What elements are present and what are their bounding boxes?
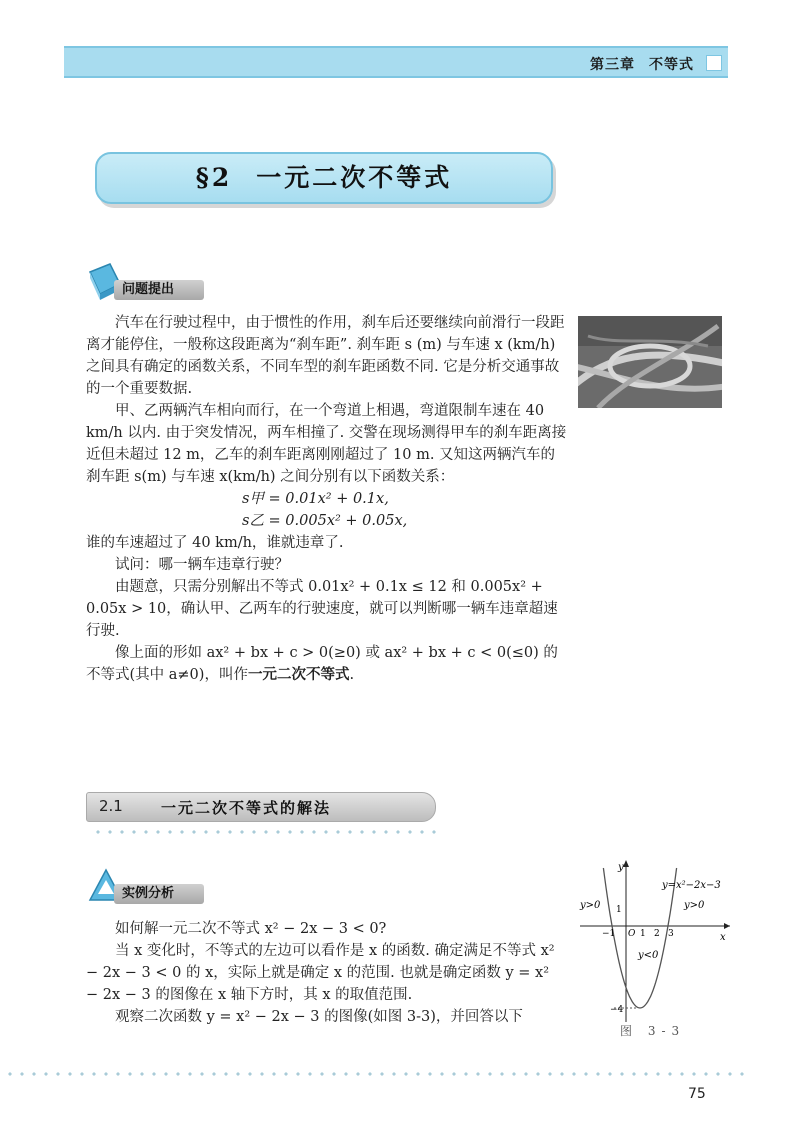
- highway-photo: [578, 316, 722, 408]
- parabola-graph: [574, 856, 734, 1026]
- subsection-dot-divider: [92, 830, 438, 834]
- tick-y-1: 1: [616, 905, 622, 915]
- figure-caption: 图 3-3: [620, 1024, 686, 1038]
- formula-yi: s乙 = 0.005x² + 0.05x,: [242, 513, 408, 529]
- left-positive-label: y>0: [580, 900, 601, 911]
- negative-label: y<0: [638, 950, 659, 961]
- intro-paragraph-5: 由题意，只需分别解出不等式 0.01x² + 0.1x ≤ 12 和 0.005x² + 0.05x > 10，确认甲、乙两车的行驶速度，就可以判断哪一辆车违章超速行驶.: [86, 579, 558, 639]
- page-number: 75: [688, 1086, 706, 1102]
- subsection-title: 一元二次不等式的解法: [161, 799, 332, 817]
- section-title-box: [95, 152, 553, 204]
- example-paragraph-1: 当 x 变化时，不等式的左边可以看作是 x 的函数. 确定满足不等式 x² − 2x − 3 < 0 的 x，实际上就是确定 x 的范围. 也就是确定函数 y = x² − 2x − 3 的图像在 x 轴下方时，其 x 的取值范围.: [86, 943, 555, 1003]
- function-label: y=x²−2x−3: [662, 880, 721, 891]
- right-positive-label: y>0: [684, 900, 705, 911]
- formula-jia: s甲 = 0.01x² + 0.1x,: [242, 491, 389, 507]
- definition-text: 像上面的形如 ax² + bx + c > 0(≥0) 或 ax² + bx + c < 0(≤0) 的不等式(其中 a≠0)，叫作: [86, 645, 558, 683]
- running-header: [590, 54, 694, 74]
- intro-text-2: [86, 400, 568, 686]
- tick-x-neg1: −1: [602, 929, 616, 939]
- definition-term: 一元二次不等式: [247, 666, 350, 683]
- example-question: 如何解一元二次不等式 x² − 2x − 3 < 0?: [115, 921, 387, 937]
- subsection-band: [86, 792, 436, 822]
- intro-paragraph-6: [86, 642, 568, 686]
- intro-paragraph-1: 汽车在行驶过程中，由于惯性的作用，刹车后还要继续向前滑行一段距离才能停住，一般称这段距离为“刹车距”. 刹车距 s (m) 与车速 x (km/h) 之间具有确定的函数关系，不同车型的刹车距函数不同. 它是分析交通事故的一个重要数据.: [86, 315, 565, 397]
- badge-question: [86, 262, 204, 302]
- highway-interchange-icon: [578, 316, 722, 408]
- section-title: 一元二次不等式: [256, 163, 453, 192]
- badge-question-label: 问题提出: [114, 280, 204, 300]
- tick-x-1: 1: [640, 929, 646, 939]
- badge-example-label: 实例分析: [114, 884, 204, 904]
- example-text: [86, 918, 560, 1028]
- intro-paragraph-3: 谁的车速超过了 40 km/h，谁就违章了.: [86, 535, 344, 551]
- chapter-label: 第三章: [590, 57, 635, 73]
- header-band: [64, 46, 728, 78]
- header-square-icon: [706, 55, 722, 71]
- section-number: §2: [195, 163, 233, 192]
- tick-origin: O: [628, 929, 636, 939]
- intro-paragraph-2: 甲、乙两辆汽车相向而行，在一个弯道上相遇，弯道限制车速在 40 km/h 以内. 由于突发情况，两车相撞了. 交警在现场测得甲车的刹车距离接近但未超过 12 m，乙车的刹车距离刚刚超过了 10 m. 又知这两辆汽车的刹车距 s(m) 与车速 x(km/h) 之间分别有以下函数关系：: [86, 403, 567, 485]
- intro-text: [86, 312, 568, 400]
- tick-x-2: 2: [654, 929, 660, 939]
- y-axis-label: y: [618, 862, 624, 873]
- example-paragraph-2: 观察二次函数 y = x² − 2x − 3 的图像(如图 3-3)，并回答以下: [115, 1009, 523, 1025]
- footer-dot-divider: [4, 1072, 744, 1076]
- definition-end: .: [349, 667, 355, 683]
- subsection-number: 2.1: [99, 797, 123, 815]
- tick-y-neg4: −4: [610, 1005, 624, 1015]
- badge-example: [86, 866, 204, 906]
- x-axis-label: x: [720, 932, 726, 943]
- x-axis-arrow-icon: [724, 923, 730, 929]
- intro-paragraph-4: 试问：哪一辆车违章行驶？: [115, 557, 289, 573]
- chapter-topic: 不等式: [649, 57, 694, 73]
- y-axis-arrow-icon: [623, 860, 629, 867]
- tick-x-3: 3: [668, 929, 674, 939]
